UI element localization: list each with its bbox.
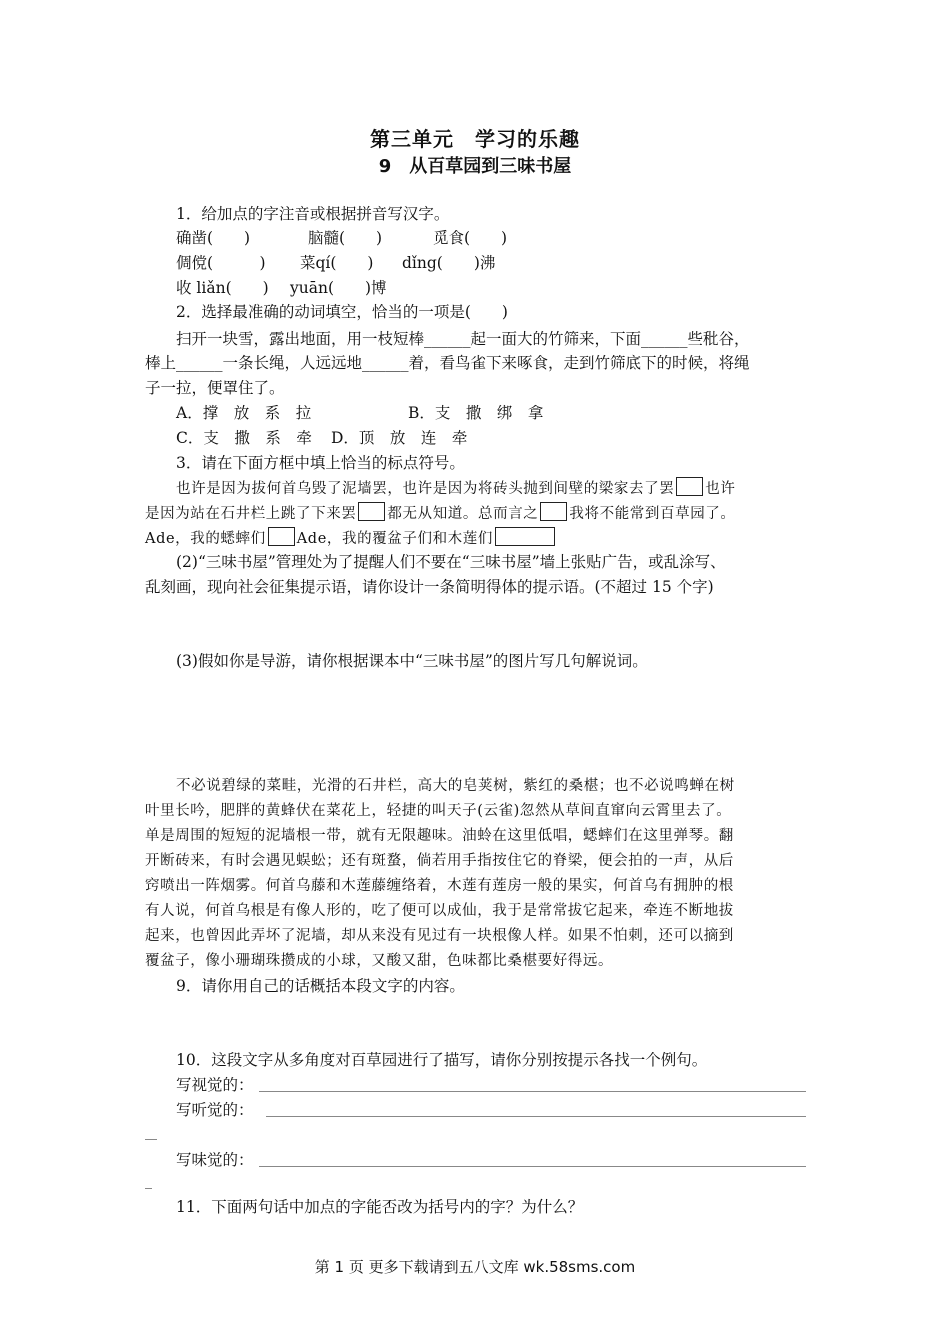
q2-paragraph-line: 扫开一块雪，露出地面，用一枝短棒______起一面大的竹筛来，下面______些秕谷，: [176, 330, 750, 348]
q1-item: yuān( )博: [290, 279, 387, 297]
q1-item: 觅食( ): [433, 229, 508, 247]
punctuation-box[interactable]: [495, 527, 555, 546]
q2-option-c: C．支 撒 系 牵: [176, 429, 312, 447]
q1-item: 收 liǎn( ): [176, 279, 269, 297]
q10-taste-answer-line-continued[interactable]: [145, 1188, 152, 1189]
q11-stem: 11．下面两句话中加点的字能否改为括号内的字？为什么？: [176, 1198, 584, 1216]
q2-option-d: D．顶 放 连 牵: [331, 429, 468, 447]
q10-stem: 10．这段文字从多角度对百草园进行了描写，请你分别按提示各找一个例句。: [176, 1051, 708, 1069]
q10-sight-label: 写视觉的：: [176, 1076, 254, 1094]
q1-item: 脑髓( ): [308, 229, 383, 247]
q3-stem: 3．请在下面方框中填上恰当的标点符号。: [176, 454, 465, 472]
q1-stem: 1．给加点的字注音或根据拼音写汉字。: [176, 205, 450, 223]
page-footer: 第 1 页 更多下载请到五八文库 wk.58sms.com: [314, 1258, 636, 1276]
q2-option-b: B．支 撒 绑 拿: [408, 404, 544, 422]
passage-line: 覆盆子，像小珊瑚珠攒成的小球，又酸又甜，色味都比桑椹要好得远。: [145, 953, 614, 969]
q3-line-1: [176, 477, 736, 499]
unit-title: 第三单元 学习的乐趣: [370, 127, 580, 151]
q3-text: 也许是因为拔何首乌毁了泥墙罢，也许是因为将砖头抛到间壁的梁家去了罢: [176, 481, 675, 497]
passage-line: 窍喷出一阵烟雾。何首乌藤和木莲藤缠络着，木莲有莲房一般的果实，何首乌有拥肿的根: [145, 878, 734, 894]
q3-text: Ade，我的蟋蟀们: [145, 531, 266, 547]
q3-line-2: [145, 502, 736, 524]
punctuation-box[interactable]: [268, 527, 295, 546]
q1-item: 确凿( ): [176, 229, 251, 247]
q3-text: Ade，我的覆盆子们和木莲们: [296, 531, 493, 547]
q2-paragraph-line: 子一拉，便罩住了。: [145, 379, 285, 397]
passage-line: 起来，也曾因此弄坏了泥墙，却从来没有见过有一块根像人样。如果不怕刺，还可以摘到: [145, 928, 734, 944]
q3-text: 都无从知道。总而言之: [387, 506, 539, 522]
lesson-title: 9 从百草园到三味书屋: [378, 156, 572, 177]
punctuation-box[interactable]: [540, 502, 567, 521]
q10-taste-label: 写味觉的：: [176, 1151, 254, 1169]
q1-item: 菜qí( ): [300, 254, 374, 272]
q10-hearing-label: 写听觉的：: [176, 1101, 254, 1119]
q3-line-3: [145, 527, 557, 549]
q1-item: dǐng( )沸: [402, 254, 496, 272]
passage-line: 不必说碧绿的菜畦，光滑的石井栏，高大的皂荚树，紫红的桑椹；也不必说鸣蝉在树: [176, 778, 735, 794]
q3-text: 是因为站在石井栏上跳了下来罢: [145, 506, 357, 522]
q3-text: 也许: [705, 481, 736, 497]
punctuation-box[interactable]: [676, 477, 703, 496]
q3-text: 我将不能常到百草园了。: [569, 506, 736, 522]
passage-line: 有人说，何首乌根是有像人形的，吃了便可以成仙，我于是常常拔它起来，牵连不断地拔: [145, 903, 734, 919]
q9-stem: 9．请你用自己的话概括本段文字的内容。: [176, 977, 465, 995]
q3-sub2-line: 乱刻画，现向社会征集提示语，请你设计一条简明得体的提示语。(不超过 15 个字): [145, 578, 714, 596]
passage-line: 开断砖来，有时会遇见蜈蚣；还有斑蝥，倘若用手指按住它的脊梁，便会拍的一声，从后: [145, 853, 734, 869]
q2-paragraph-line: 棒上______一条长绳，人远远地______着，看鸟雀下来啄食，走到竹筛底下的时候，将绳: [145, 354, 750, 372]
q10-hearing-answer-line[interactable]: [266, 1116, 806, 1117]
q1-item: 倜傥( ): [176, 254, 266, 272]
punctuation-box[interactable]: [358, 502, 385, 521]
q3-sub2-line: (2)“三味书屋”管理处为了提醒人们不要在“三味书屋”墙上张贴广告，或乱涂写、: [176, 553, 726, 571]
q3-sub3: (3)假如你是导游，请你根据课本中“三味书屋”的图片写几句解说词。: [176, 652, 648, 670]
q10-hearing-answer-line-continued[interactable]: [145, 1139, 157, 1140]
q10-taste-answer-line[interactable]: [259, 1166, 806, 1167]
q2-option-a: A．撑 放 系 拉: [176, 404, 312, 422]
passage-line: 叶里长吟，肥胖的黄蜂伏在菜花上，轻捷的叫天子(云雀)忽然从草间直窜向云霄里去了。: [145, 803, 732, 819]
passage-line: 单是周围的短短的泥墙根一带，就有无限趣味。油蛉在这里低唱，蟋蟀们在这里弹琴。翻: [145, 828, 734, 844]
q2-stem: 2．选择最准确的动词填空，恰当的一项是( ): [176, 303, 508, 321]
q10-sight-answer-line[interactable]: [259, 1091, 806, 1092]
